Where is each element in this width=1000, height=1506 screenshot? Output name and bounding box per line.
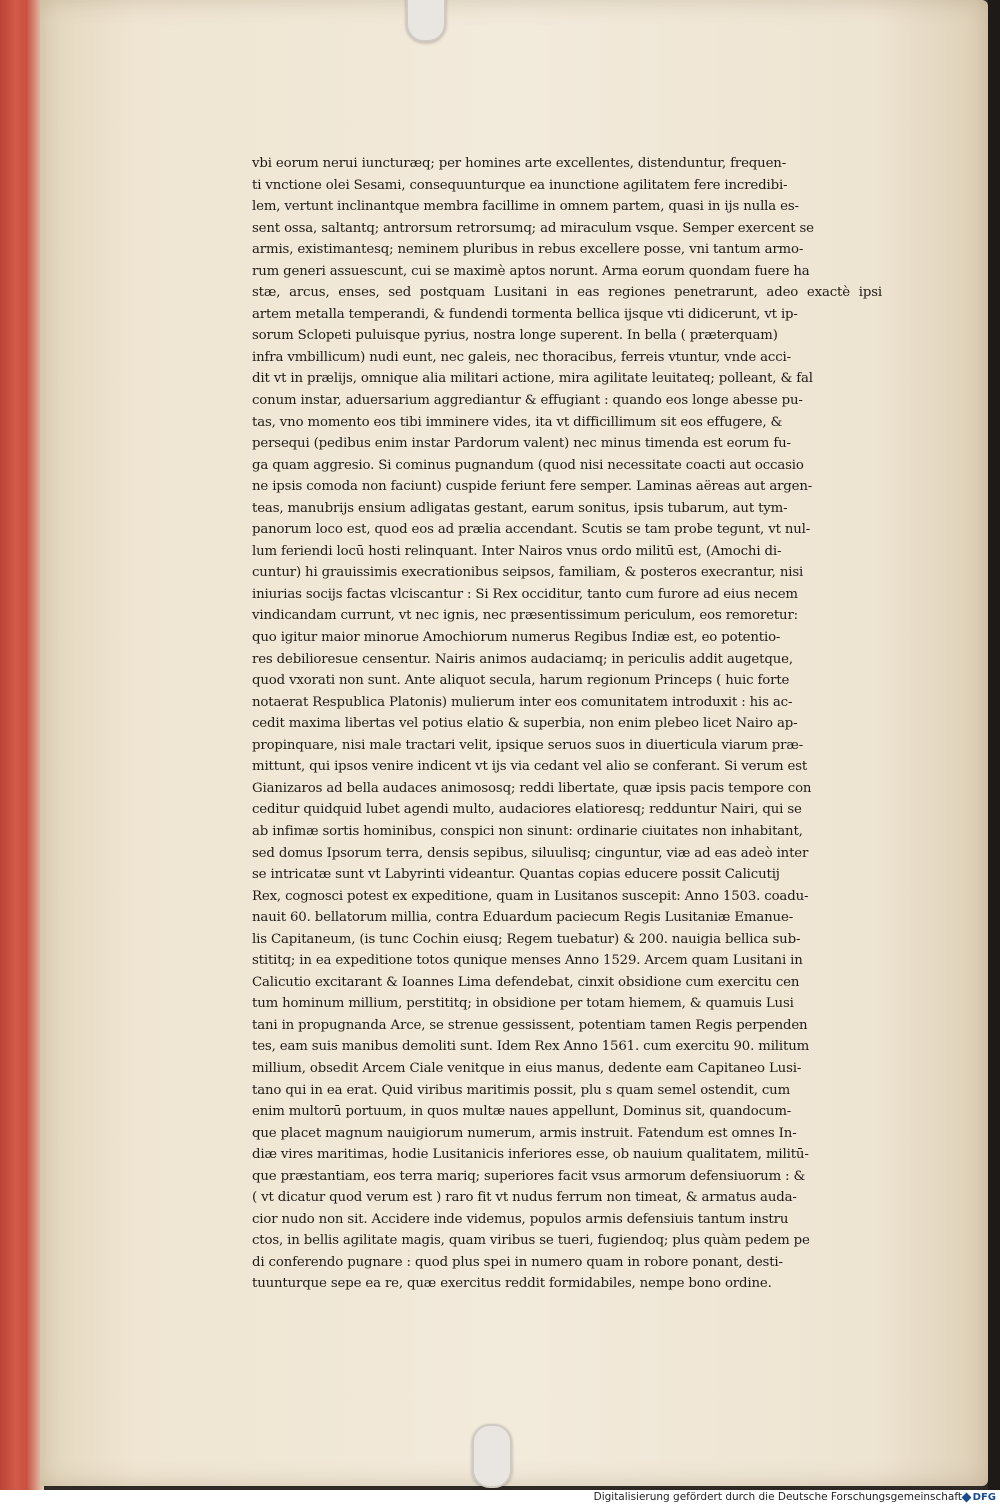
text-line: mittunt, qui ipsos venire indicent vt ijs via cedant vel alio se conferant. Si verum est [252, 759, 808, 775]
text-line: cuntur) hi grauissimis execrationibus seipsos, familiam, & posteros execrantur, nisi [252, 565, 804, 581]
text-line: tano qui in ea erat. Quid viribus maritimis possit, plu s quam semel ostendit, cum [252, 1082, 791, 1098]
text-line: se intricatæ sunt vt Labyrinti videantur. Quantas copias educere possit Calicutij [252, 867, 780, 883]
text-line: dit vt in prælijs, omnique alia militari actione, mira agilitate leuitateq; polleant, & fal [252, 371, 813, 387]
page-holder-clip-top [406, 0, 446, 42]
text-line: quo igitur maior minorue Amochiorum numerus Regibus Indiæ est, eo potentio- [252, 630, 781, 646]
text-line: panorum loco est, quod eos ad prælia accendant. Scutis se tam probe tegunt, vt nul- [252, 522, 811, 538]
text-line: Gianizaros ad bella audaces animososq; reddi libertate, quæ ipsis pacis tempore con [252, 780, 812, 796]
text-line: tas, vno momento eos tibi imminere vides, ita vt difficillimum sit eos effugere, & [252, 414, 783, 430]
text-line: millium, obsedit Arcem Ciale venitque in eius manus, dedente eam Capitaneo Lusi- [252, 1060, 802, 1076]
text-line: tum hominum millium, perstititq; in obsidione per totam hiemem, & quamuis Lusi [252, 996, 794, 1012]
text-line: ab infimæ sortis hominibus, conspici non sinunt: ordinarie ciuitates non inhabitant, [252, 823, 803, 839]
text-line: ti vnctione olei Sesami, consequunturque ea inunctione agilitatem fere incredibi- [252, 177, 788, 193]
text-line: ( vt dicatur quod verum est ) raro fit vt nudus ferrum non timeat, & armatus auda- [252, 1190, 797, 1206]
text-line: tuunturque sepe ea re, quæ exercitus reddit formidabiles, nempe bono ordine. [252, 1276, 772, 1292]
text-line: lum feriendi locū hosti relinquant. Inter Nairos vnus ordo militū est, (Amochi di- [252, 543, 782, 559]
latin-text-block [252, 153, 882, 1295]
text-line: artem metalla temperandi, & fundendi tormenta bellica ijsque vti didicerunt, vt ip- [252, 306, 798, 322]
text-line: stæ, arcus, enses, sed postquam Lusitani in eas regiones penetrarunt, adeo exactè ipsi [252, 285, 882, 301]
text-line: ceditur quidquid lubet agendi multo, audaciores elatioresq; redduntur Nairi, qui se [252, 802, 802, 818]
text-line: Rex, cognosci potest ex expeditione, quam in Lusitanos suscepit: Anno 1503. coadu- [252, 888, 809, 904]
text-line: persequi (pedibus enim instar Pardorum valent) nec minus timenda est eorum fu- [252, 436, 791, 452]
text-line: quod vxorati non sunt. Ante aliquot secula, harum regionum Princeps ( huic forte [252, 673, 790, 689]
text-line: Calicutio excitarant & Ioannes Lima defendebat, cinxit obsidione cum exercitu cen [252, 974, 800, 990]
text-line: propinquare, nisi male tractari velit, ipsique seruos suos in diuerticula viarum præ- [252, 737, 804, 753]
book-page-edge [0, 0, 44, 1490]
text-line: tes, eam suis manibus demoliti sunt. Idem Rex Anno 1561. cum exercitu 90. militum [252, 1039, 810, 1055]
funding-credit: Digitalisierung gefördert durch die Deutsche Forschungsgemeinschaft [593, 1491, 962, 1503]
text-line: conum instar, aduersarium aggrediantur & effugiant : quando eos longe abesse pu- [252, 393, 803, 409]
text-line: sed domus Ipsorum terra, densis sepibus, siluulisq; cinguntur, viæ ad eas adeò inter [252, 845, 809, 861]
text-line: que præstantiam, eos terra mariq; superiores facit vsus armorum defensiuorum : & [252, 1168, 806, 1184]
text-line: teas, manubrijs ensium adligatas gestant, earum sonitus, ipsis tubarum, aut tym- [252, 500, 788, 516]
text-line: vbi eorum nerui iuncturæq; per homines arte excellentes, distenduntur, frequen- [252, 156, 787, 171]
text-line: ga quam aggresio. Si cominus pugnandum (quod nisi necessitate coacti aut occasio [252, 457, 804, 473]
text-line: vindicandam currunt, vt nec ignis, nec præsentissimum periculum, eos remoretur: [252, 608, 798, 624]
dfg-logo-text: DFG [972, 1492, 996, 1503]
text-line: iniurias socijs factas vlciscantur : Si Rex occiditur, tanto cum furore ad eius necem [252, 586, 798, 602]
text-line: notaerat Respublica Platonis) mulierum inter eos comunitatem introduxit : his ac- [252, 694, 793, 710]
page-holder-clip-bottom [472, 1424, 512, 1488]
text-line: sorum Sclopeti puluisque pyrius, nostra longe superent. In bella ( præterquam) [252, 328, 778, 344]
text-line: lis Capitaneum, (is tunc Cochin eiusq; Regem tuebatur) & 200. nauigia bellica sub- [252, 931, 801, 947]
text-line: que placet magnum nauigiorum numerum, armis instruit. Fatendum est omnes In- [252, 1125, 797, 1141]
text-line: rum generi assuescunt, cui se maximè aptos norunt. Arma eorum quondam fuere ha [252, 263, 810, 279]
text-line: enim multorū portuum, in quos multæ naues appellunt, Dominus sit, quandocum- [252, 1104, 792, 1120]
text-line: stititq; in ea expeditione totos qunique menses Anno 1529. Arcem quam Lusitani in [252, 953, 803, 969]
text-line: ctos, in bellis agilitate magis, quam viribus se tueri, fugiendoq; plus quàm pedem pe [252, 1233, 810, 1249]
text-line: diæ vires maritimas, hodie Lusitanicis inferiores esse, ob nauium qualitatem, militū- [252, 1147, 809, 1163]
text-line: di conferendo pugnare : quod plus spei in numero quam in robore ponant, desti- [252, 1254, 783, 1270]
text-line: nauit 60. bellatorum millia, contra Eduardum paciecum Regis Lusitaniæ Emanue- [252, 910, 794, 926]
text-line: cedit maxima libertas vel potius elatio & superbia, non enim plebeo licet Nairo ap- [252, 716, 798, 732]
text-line: cior nudo non sit. Accidere inde videmus, populos armis defensiuis tantum instru [252, 1211, 789, 1227]
text-line: infra vmbillicum) nudi eunt, nec galeis, nec thoracibus, ferreis vtuntur, vnde acci- [252, 349, 791, 365]
text-line: armis, existimantesq; neminem pluribus in rebus excellere posse, vni tantum armo- [252, 242, 804, 258]
scan-background [988, 0, 1000, 1490]
text-line: lem, vertunt inclinantque membra facillime in omnem partem, quasi in ijs nulla es- [252, 199, 799, 215]
text-line: tani in propugnanda Arce, se strenue gessissent, potentiam tamen Regis perpenden [252, 1017, 808, 1033]
text-line: res debilioresue censentur. Nairis animos audaciamq; in periculis addit augetque, [252, 651, 793, 667]
text-line: ne ipsis comoda non faciunt) cuspide feriunt fere semper. Laminas aëreas aut argen- [252, 479, 813, 495]
text-line: sent ossa, saltantq; antrorsum retrorsumq; ad miraculum vsque. Semper exercent se [252, 220, 814, 236]
